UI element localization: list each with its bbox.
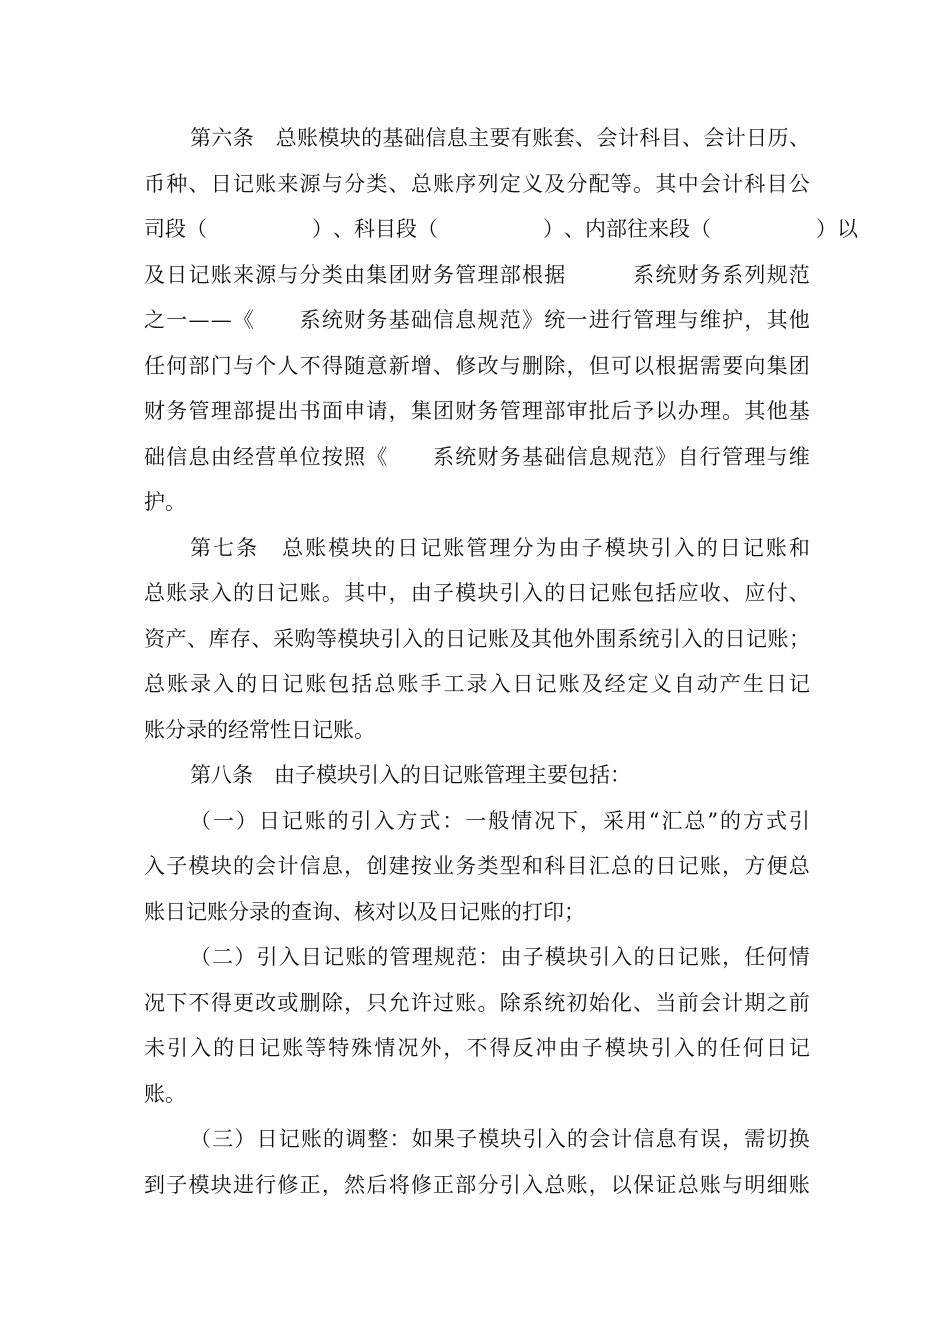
item-3-line: （ 三 ） 日 记 账 的 调 整 ： 如 果 子 模 块 引 入 的 会 计 信 息 有 误 ， 需 切 换 <box>190 1127 810 1151</box>
item-2-line: 况 下 不 得 更 改 或 删 除 ， 只 允 许 过 账 。 除 系 统 初 始 化 、 当 前 会 计 期 之 前 <box>144 990 810 1015</box>
item-2-line: （ 二 ） 引 入 日 记 账 的 管 理 规 范 ： 由 子 模 块 引 入 的 日 记 账 ， 任 何 情 <box>190 945 810 969</box>
document-body <box>144 116 858 1208</box>
article-6-line: 及 日 记 账 来 源 与 分 类 由 集 团 财 务 管 理 部 根 据 系 统 财 务 系 列 规 范 <box>144 262 810 287</box>
article-6-line: 护。 <box>144 490 186 514</box>
article-6-line: 司 段 （ ） 、 科 目 段 （ ） 、 内 部 往 来 段 （ ） 以 <box>144 217 858 241</box>
item-2-line: 账。 <box>144 1081 186 1106</box>
article-6 <box>144 116 858 526</box>
item-1-line: 账日记账分录的查询、核对以及日记账的打印； <box>144 899 585 924</box>
article-6-line: 财 务 管 理 部 提 出 书 面 申 请 ， 集 团 财 务 管 理 部 审 批 后 予 以 办 理 。 其 他 基 <box>144 399 810 423</box>
article-8-heading: 第八条 由子模块引入的日记账管理主要包括： <box>190 763 631 787</box>
item-3-line: 到 子 模 块 进 行 修 正 ， 然 后 将 修 正 部 分 引 入 总 账 ， 以 保 证 总 账 与 明 细 账 <box>144 1172 810 1197</box>
article-8-item-2 <box>144 935 810 1117</box>
article-6-line: 任 何 部 门 与 个 人 不 得 随 意 新 增 、 修 改 与 删 除 ， 但 可 以 根 据 需 要 向 集 团 <box>144 353 810 378</box>
article-7-line: 账分录的经常性日记账。 <box>144 717 375 742</box>
article-8-item-3 <box>144 1117 810 1208</box>
article-8-item-1 <box>144 799 810 936</box>
item-1-line: 入 子 模 块 的 会 计 信 息 ， 创 建 按 业 务 类 型 和 科 目 汇 总 的 日 记 账 ， 方 便 总 <box>144 854 810 878</box>
article-6-line: 第 六 条 总 账 模 块 的 基 础 信 息 主 要 有 账 套 、 会 计 科 目 、 会 计 日 历 、 <box>190 126 810 150</box>
article-7 <box>144 526 810 754</box>
article-7-line: 总 账 录 入 的 日 记 账 。 其 中 ， 由 子 模 块 引 入 的 日 记 账 包 括 应 收 、 应 付 、 <box>144 581 810 605</box>
article-6-line: 之 一 — — 《 系 统 财 务 基 础 信 息 规 范 》 统 一 进 行 管 理 与 维 护 ， 其 他 <box>144 308 810 332</box>
article-8 <box>144 753 810 1208</box>
item-1-line: （ 一 ） 日 记 账 的 引 入 方 式 ： 一 般 情 况 下 ， 采 用 “ 汇 总 ” 的 方 式 引 <box>190 808 810 833</box>
article-6-line: 础 信 息 由 经 营 单 位 按 照 《 系 统 财 务 基 础 信 息 规 范 》 自 行 管 理 与 维 <box>144 444 810 469</box>
article-6-line: 币 种 、 日 记 账 来 源 与 分 类 、 总 账 序 列 定 义 及 分 配 等 。 其 中 会 计 科 目 公 <box>144 171 810 196</box>
article-7-line: 总 账 录 入 的 日 记 账 包 括 总 账 手 工 录 入 日 记 账 及 经 定 义 自 动 产 生 日 记 <box>144 672 810 696</box>
article-7-line: 第 七 条 总 账 模 块 的 日 记 账 管 理 分 为 由 子 模 块 引 入 的 日 记 账 和 <box>190 535 810 560</box>
item-2-line: 未 引 入 的 日 记 账 等 特 殊 情 况 外 ， 不 得 反 冲 由 子 模 块 引 入 的 任 何 日 记 <box>144 1036 810 1060</box>
article-7-line: 资 产 、 库 存 、 采 购 等 模 块 引 入 的 日 记 账 及 其 他 外 围 系 统 引 入 的 日 记 账 ； <box>144 626 810 651</box>
